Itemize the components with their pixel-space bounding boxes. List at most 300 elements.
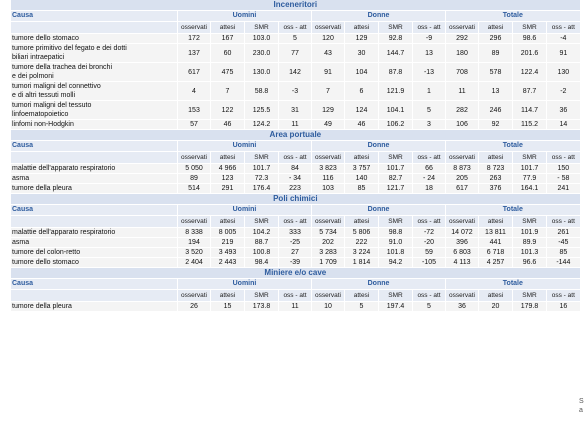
column-subheader: attesi: [479, 22, 513, 34]
column-subheader: SMR: [245, 290, 279, 302]
value-cell: 617: [446, 184, 479, 194]
value-cell: -4: [547, 34, 580, 44]
value-cell: 6: [345, 82, 379, 101]
cause-label: [11, 101, 178, 120]
column-subheader: oss - att: [413, 290, 446, 302]
table-row: [11, 174, 580, 184]
column-subheader: attesi: [211, 152, 245, 164]
value-cell: 59: [413, 248, 446, 258]
value-cell: 241: [547, 184, 580, 194]
value-cell: 333: [279, 228, 312, 238]
mortality-smr-table: [10, 0, 580, 312]
cause-label-line: biliari intraepatici: [12, 54, 65, 61]
value-cell: 179.8: [513, 302, 547, 312]
value-cell: 20: [479, 302, 513, 312]
value-cell: 396: [446, 238, 479, 248]
value-cell: 4: [178, 82, 211, 101]
column-subheader: osservati: [178, 22, 211, 34]
column-subheader: SMR: [513, 290, 547, 302]
column-subheader: attesi: [345, 152, 379, 164]
value-cell: 101.9: [513, 228, 547, 238]
value-cell: 180: [446, 44, 479, 63]
value-cell: -144: [547, 258, 580, 268]
value-cell: -25: [279, 238, 312, 248]
mortality-table-container: [10, 0, 574, 312]
value-cell: 617: [178, 63, 211, 82]
value-cell: 219: [211, 238, 245, 248]
cause-label-line: tumore primitivo del fegato e dei dotti: [12, 45, 127, 52]
section-title: Inceneritori: [11, 0, 580, 11]
group-header: Uomini: [178, 11, 312, 22]
column-subheader: oss - att: [547, 22, 580, 34]
cause-label-line: tumore del colon-retto: [12, 249, 81, 256]
value-cell: -20: [413, 238, 446, 248]
value-cell: 58.8: [245, 82, 279, 101]
value-cell: 140: [345, 174, 379, 184]
subheader-spacer: [11, 290, 178, 302]
value-cell: 85: [547, 248, 580, 258]
cause-label-line: tumore della trachea dei bronchi: [12, 64, 113, 71]
value-cell: 2 404: [178, 258, 211, 268]
value-cell: 201.6: [513, 44, 547, 63]
column-subheader: oss - att: [413, 216, 446, 228]
column-subheader: attesi: [345, 216, 379, 228]
value-cell: 14: [547, 120, 580, 130]
group-header: Uomini: [178, 279, 312, 290]
value-cell: 205: [446, 174, 479, 184]
value-cell: 5: [413, 101, 446, 120]
group-header-row: [11, 205, 580, 216]
value-cell: 92.8: [379, 34, 413, 44]
group-header: Uomini: [178, 141, 312, 152]
table-row: [11, 164, 580, 174]
group-header-row: [11, 279, 580, 290]
table-row: [11, 248, 580, 258]
value-cell: 296: [479, 34, 513, 44]
value-cell: 8 873: [446, 164, 479, 174]
value-cell: 8 005: [211, 228, 245, 238]
value-cell: 36: [446, 302, 479, 312]
value-cell: - 34: [279, 174, 312, 184]
subheader-row: [11, 152, 580, 164]
value-cell: -45: [547, 238, 580, 248]
column-subheader: oss - att: [413, 152, 446, 164]
value-cell: 57: [178, 120, 211, 130]
value-cell: 4 257: [479, 258, 513, 268]
cause-label-line: linfomi non-Hodgkin: [12, 121, 74, 128]
value-cell: 89.9: [513, 238, 547, 248]
table-row: [11, 302, 580, 312]
column-subheader: osservati: [446, 152, 479, 164]
cause-label-line: asma: [12, 239, 30, 246]
table-row: [11, 101, 580, 120]
value-cell: 120: [312, 34, 345, 44]
value-cell: 6 718: [479, 248, 513, 258]
group-header: Uomini: [178, 205, 312, 216]
value-cell: 153: [178, 101, 211, 120]
column-subheader: SMR: [513, 22, 547, 34]
subheader-row: [11, 216, 580, 228]
column-subheader: oss - att: [413, 22, 446, 34]
value-cell: 87.7: [513, 82, 547, 101]
cause-label-line: tumori maligni del connettivo: [12, 83, 101, 90]
column-subheader: attesi: [479, 152, 513, 164]
value-cell: 121.7: [379, 184, 413, 194]
value-cell: -39: [279, 258, 312, 268]
value-cell: 7: [312, 82, 345, 101]
column-subheader: oss - att: [279, 216, 312, 228]
group-header-row: [11, 141, 580, 152]
column-subheader: oss - att: [279, 22, 312, 34]
value-cell: 77: [279, 44, 312, 63]
value-cell: 176.4: [245, 184, 279, 194]
column-subheader: SMR: [379, 152, 413, 164]
column-subheader: osservati: [312, 216, 345, 228]
cause-label-line: tumore della pleura: [12, 185, 72, 192]
group-header: Totale: [446, 205, 580, 216]
cause-label: [11, 302, 178, 312]
column-subheader: SMR: [245, 216, 279, 228]
value-cell: 376: [479, 184, 513, 194]
value-cell: 5: [279, 34, 312, 44]
value-cell: 514: [178, 184, 211, 194]
column-subheader: oss - att: [279, 290, 312, 302]
value-cell: 3 823: [312, 164, 345, 174]
value-cell: 98.4: [245, 258, 279, 268]
value-cell: 11: [446, 82, 479, 101]
value-cell: 84: [279, 164, 312, 174]
value-cell: 2 443: [211, 258, 245, 268]
cause-label-line: e dei polmoni: [12, 73, 54, 80]
value-cell: 26: [178, 302, 211, 312]
causa-header: Causa: [11, 279, 178, 290]
value-cell: 106.2: [379, 120, 413, 130]
column-subheader: osservati: [178, 216, 211, 228]
value-cell: 202: [312, 238, 345, 248]
value-cell: 46: [345, 120, 379, 130]
value-cell: 5: [345, 302, 379, 312]
value-cell: 27: [279, 248, 312, 258]
value-cell: -105: [413, 258, 446, 268]
group-header: Donne: [312, 205, 446, 216]
value-cell: 89: [178, 174, 211, 184]
value-cell: 3 757: [345, 164, 379, 174]
value-cell: 222: [345, 238, 379, 248]
value-cell: 101.7: [513, 164, 547, 174]
value-cell: 115.2: [513, 120, 547, 130]
value-cell: 101.7: [245, 164, 279, 174]
edge-text-line: a: [579, 407, 583, 414]
value-cell: 11: [279, 302, 312, 312]
column-subheader: osservati: [312, 22, 345, 34]
value-cell: 104.1: [379, 101, 413, 120]
value-cell: 101.3: [513, 248, 547, 258]
value-cell: 101.7: [379, 164, 413, 174]
value-cell: 282: [446, 101, 479, 120]
cause-label: [11, 174, 178, 184]
value-cell: 129: [312, 101, 345, 120]
value-cell: 129: [345, 34, 379, 44]
value-cell: 91: [547, 44, 580, 63]
value-cell: 223: [279, 184, 312, 194]
cut-off-edge-text: [579, 397, 584, 415]
value-cell: 3 520: [178, 248, 211, 258]
value-cell: -9: [413, 34, 446, 44]
causa-header: Causa: [11, 205, 178, 216]
value-cell: 66: [413, 164, 446, 174]
value-cell: 30: [345, 44, 379, 63]
causa-header: Causa: [11, 11, 178, 22]
value-cell: 1: [413, 82, 446, 101]
value-cell: 173.8: [245, 302, 279, 312]
table-row: [11, 82, 580, 101]
value-cell: 6 803: [446, 248, 479, 258]
value-cell: 1 814: [345, 258, 379, 268]
cause-label: [11, 164, 178, 174]
subheader-row: [11, 22, 580, 34]
value-cell: 36: [547, 101, 580, 120]
table-row: [11, 63, 580, 82]
value-cell: 8 723: [479, 164, 513, 174]
value-cell: 172: [178, 34, 211, 44]
subheader-spacer: [11, 152, 178, 164]
value-cell: 5 050: [178, 164, 211, 174]
value-cell: - 24: [413, 174, 446, 184]
value-cell: 91.0: [379, 238, 413, 248]
column-subheader: oss - att: [279, 152, 312, 164]
value-cell: 150: [547, 164, 580, 174]
cause-label-line: tumori maligni del tessuto: [12, 102, 92, 109]
cause-label: [11, 238, 178, 248]
value-cell: 475: [211, 63, 245, 82]
value-cell: -13: [413, 63, 446, 82]
value-cell: 124.2: [245, 120, 279, 130]
group-header: Totale: [446, 11, 580, 22]
value-cell: 263: [479, 174, 513, 184]
value-cell: 4 113: [446, 258, 479, 268]
value-cell: -2: [547, 82, 580, 101]
column-subheader: osservati: [178, 290, 211, 302]
value-cell: 87.8: [379, 63, 413, 82]
value-cell: 167: [211, 34, 245, 44]
column-subheader: oss - att: [547, 152, 580, 164]
value-cell: 578: [479, 63, 513, 82]
value-cell: 137: [178, 44, 211, 63]
value-cell: 60: [211, 44, 245, 63]
value-cell: 144.7: [379, 44, 413, 63]
value-cell: 14 072: [446, 228, 479, 238]
cause-label-line: linfoematopoietico: [12, 111, 69, 118]
section-title-row: [11, 0, 580, 11]
column-subheader: osservati: [312, 290, 345, 302]
value-cell: 46: [211, 120, 245, 130]
value-cell: 88.7: [245, 238, 279, 248]
table-row: [11, 228, 580, 238]
subheader-row: [11, 290, 580, 302]
value-cell: 292: [446, 34, 479, 44]
subheader-spacer: [11, 22, 178, 34]
value-cell: - 58: [547, 174, 580, 184]
cause-label: [11, 258, 178, 268]
cause-label-line: tumore dello stomaco: [12, 35, 79, 42]
value-cell: 125.5: [245, 101, 279, 120]
column-subheader: attesi: [211, 216, 245, 228]
value-cell: 7: [211, 82, 245, 101]
value-cell: 3 493: [211, 248, 245, 258]
value-cell: 43: [312, 44, 345, 63]
value-cell: 114.7: [513, 101, 547, 120]
value-cell: 116: [312, 174, 345, 184]
cause-label-line: tumore dello stomaco: [12, 259, 79, 266]
column-subheader: attesi: [211, 290, 245, 302]
group-header: Donne: [312, 279, 446, 290]
column-subheader: osservati: [446, 22, 479, 34]
value-cell: 15: [211, 302, 245, 312]
column-subheader: osservati: [178, 152, 211, 164]
value-cell: 164.1: [513, 184, 547, 194]
value-cell: 98.8: [379, 228, 413, 238]
cause-label-line: e di altri tessuti molli: [12, 92, 76, 99]
value-cell: 13: [479, 82, 513, 101]
group-header: Donne: [312, 11, 446, 22]
section-title-row: [11, 268, 580, 279]
value-cell: 122: [211, 101, 245, 120]
value-cell: 16: [547, 302, 580, 312]
table-row: [11, 184, 580, 194]
cause-label-line: malattie dell'apparato respiratorio: [12, 229, 116, 236]
value-cell: 291: [211, 184, 245, 194]
value-cell: 72.3: [245, 174, 279, 184]
subheader-spacer: [11, 216, 178, 228]
value-cell: 3 224: [345, 248, 379, 258]
column-subheader: attesi: [345, 290, 379, 302]
value-cell: 98.6: [513, 34, 547, 44]
value-cell: 104.2: [245, 228, 279, 238]
value-cell: 13 811: [479, 228, 513, 238]
value-cell: 101.8: [379, 248, 413, 258]
table-row: [11, 238, 580, 248]
cause-label-line: malattie dell'apparato respiratorio: [12, 165, 116, 172]
column-subheader: SMR: [379, 22, 413, 34]
group-header: Totale: [446, 279, 580, 290]
value-cell: 194: [178, 238, 211, 248]
table-row: [11, 120, 580, 130]
cause-label-line: asma: [12, 175, 30, 182]
value-cell: 3 283: [312, 248, 345, 258]
causa-header: Causa: [11, 141, 178, 152]
value-cell: 31: [279, 101, 312, 120]
value-cell: 230.0: [245, 44, 279, 63]
cause-label: [11, 44, 178, 63]
section-title: Poli chimici: [11, 194, 580, 205]
column-subheader: SMR: [379, 290, 413, 302]
value-cell: -3: [279, 82, 312, 101]
value-cell: 124: [345, 101, 379, 120]
table-row: [11, 34, 580, 44]
value-cell: 8 338: [178, 228, 211, 238]
value-cell: 142: [279, 63, 312, 82]
column-subheader: SMR: [513, 216, 547, 228]
value-cell: 1 709: [312, 258, 345, 268]
cause-label: [11, 82, 178, 101]
value-cell: 130.0: [245, 63, 279, 82]
value-cell: 4 966: [211, 164, 245, 174]
cause-label-line: tumore della pleura: [12, 303, 72, 310]
value-cell: 261: [547, 228, 580, 238]
cause-label: [11, 184, 178, 194]
column-subheader: osservati: [446, 290, 479, 302]
value-cell: 49: [312, 120, 345, 130]
section-title-row: [11, 194, 580, 205]
value-cell: 130: [547, 63, 580, 82]
value-cell: 89: [479, 44, 513, 63]
group-header-row: [11, 11, 580, 22]
edge-text-line: S: [579, 398, 584, 405]
value-cell: 123: [211, 174, 245, 184]
value-cell: 100.8: [245, 248, 279, 258]
column-subheader: oss - att: [547, 216, 580, 228]
value-cell: 10: [312, 302, 345, 312]
value-cell: 18: [413, 184, 446, 194]
column-subheader: attesi: [345, 22, 379, 34]
value-cell: 13: [413, 44, 446, 63]
value-cell: 77.9: [513, 174, 547, 184]
value-cell: -72: [413, 228, 446, 238]
column-subheader: SMR: [245, 152, 279, 164]
column-subheader: SMR: [513, 152, 547, 164]
value-cell: 197.4: [379, 302, 413, 312]
column-subheader: SMR: [379, 216, 413, 228]
section-title: Miniere e/o cave: [11, 268, 580, 279]
value-cell: 94.2: [379, 258, 413, 268]
value-cell: 3: [413, 120, 446, 130]
value-cell: 103: [312, 184, 345, 194]
cause-label: [11, 228, 178, 238]
value-cell: 708: [446, 63, 479, 82]
value-cell: 106: [446, 120, 479, 130]
column-subheader: oss - att: [547, 290, 580, 302]
value-cell: 5: [413, 302, 446, 312]
column-subheader: attesi: [479, 290, 513, 302]
value-cell: 122.4: [513, 63, 547, 82]
value-cell: 82.7: [379, 174, 413, 184]
cause-label: [11, 34, 178, 44]
table-row: [11, 258, 580, 268]
value-cell: 85: [345, 184, 379, 194]
value-cell: 96.6: [513, 258, 547, 268]
column-subheader: attesi: [479, 216, 513, 228]
cause-label: [11, 248, 178, 258]
value-cell: 104: [345, 63, 379, 82]
value-cell: 246: [479, 101, 513, 120]
section-title: Area portuale: [11, 130, 580, 141]
column-subheader: osservati: [446, 216, 479, 228]
group-header: Totale: [446, 141, 580, 152]
value-cell: 121.9: [379, 82, 413, 101]
value-cell: 5 734: [312, 228, 345, 238]
table-row: [11, 44, 580, 63]
value-cell: 441: [479, 238, 513, 248]
cause-label: [11, 63, 178, 82]
value-cell: 91: [312, 63, 345, 82]
value-cell: 103.0: [245, 34, 279, 44]
value-cell: 5 806: [345, 228, 379, 238]
value-cell: 92: [479, 120, 513, 130]
cause-label: [11, 120, 178, 130]
column-subheader: attesi: [211, 22, 245, 34]
section-title-row: [11, 130, 580, 141]
column-subheader: SMR: [245, 22, 279, 34]
